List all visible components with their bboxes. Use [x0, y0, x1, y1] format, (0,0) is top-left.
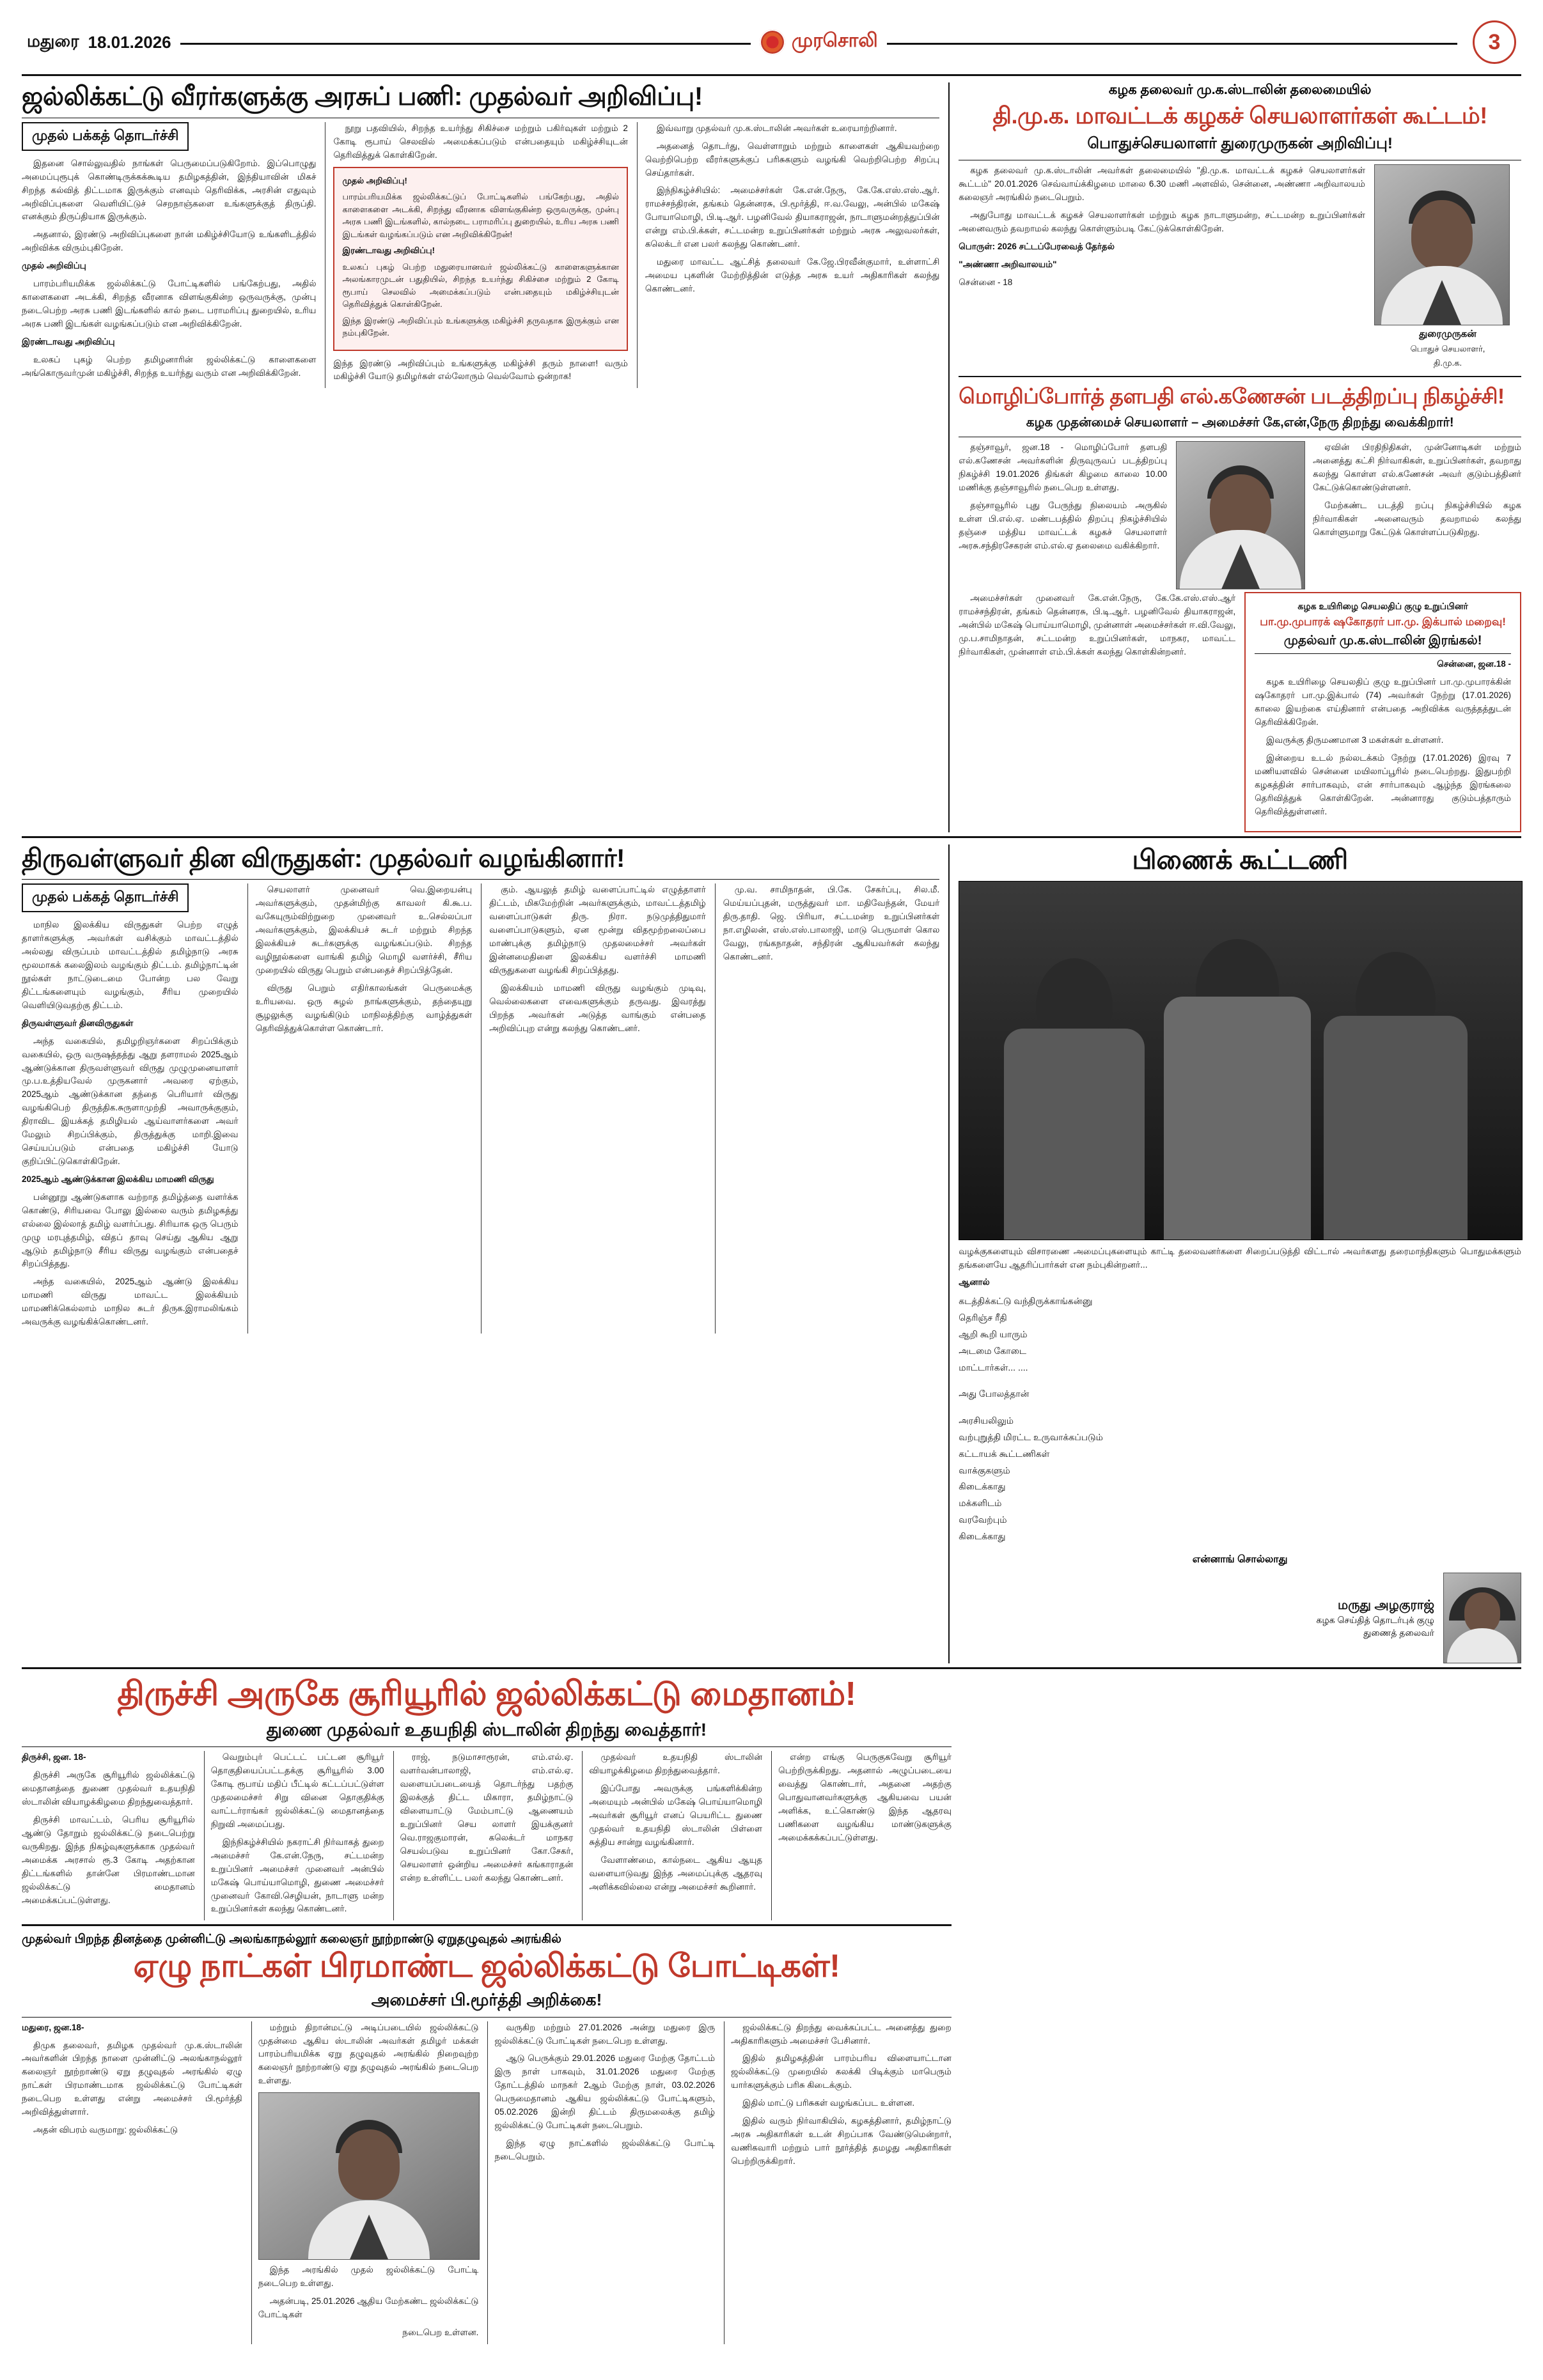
story6-p9: என்ற எங்கு பெருகுகவேறு சூரியூர் பெற்றிருக்கிறது. அதனால் அழுப்படையை வைத்து கொண்டார், அதனை அதற்கு பொதுவானவர்களுக்கு ஆகியவை பயன் அளிக்க, உட்கொண்டு இந்த ஆதரவு பணிகளை வழங்கிய மாண்டுகளுக்கு அமைக்கக்கப்பட்டுள்ளது. [778, 1752, 952, 1842]
poem-line: வற்புறுத்தி மிரட்ட உருவாக்கப்படும் [959, 1431, 1103, 1442]
right-rail-sep [959, 376, 1521, 377]
story6-rule [22, 1746, 952, 1747]
story3-body [959, 164, 1365, 368]
story7-rule [22, 2017, 952, 2018]
story7-col1 [22, 2021, 242, 2344]
story6-p6: முதல்வர் உதயநிதி ஸ்டாலின் வியாழக்கிழமை திறந்துவைத்தார். [589, 1752, 763, 1776]
poem-line: கிடைக்காது [959, 1530, 1006, 1541]
story6-col4 [582, 1751, 762, 1920]
poem-line: மாட்டார்கள்... .... [959, 1362, 1028, 1373]
minister-murthy-photo [258, 2092, 480, 2260]
photo-body [1447, 1628, 1517, 1663]
story7-col3 [487, 2021, 715, 2344]
obituary-rule [1255, 653, 1511, 654]
story1-col2 [325, 122, 627, 389]
mid-block [22, 844, 1521, 1663]
story2-p7: கும். ஆயலுத் தமிழ் வளைப்பாட்டில் எழுத்தாளர் திட்டம், மிகமேற்றின் அவர்களுக்கும், மாவட்டத்தமிழ் வளைப்பாடுகள் திரு. நிரா. நடுமுத்திதுமார் வளைப்பாடுகளும், ஏன மூன்று விதமூற்றலைப்பை மாண்புக்கு தமிழ்நாடு முதலமைச்சர் அவர்கள் இன்னமைதிளை இலக்கிய வளர்ச்சி மாமணி விருதுகளை வழங்கி சிறப்பித்தது. [489, 885, 706, 975]
photo-head [338, 2129, 400, 2200]
page-number: 3 [1473, 20, 1516, 64]
story8-sign-title1: கழக செய்தித் தொடர்புக் குழு [1316, 1614, 1434, 1625]
story4-photo-wrap [1176, 441, 1304, 589]
poem-line: வரவேற்பும் [959, 1514, 1007, 1525]
story7-subhead: அமைச்சர் பி.மூர்த்தி அறிக்கை! [371, 1990, 602, 2010]
lower-divider [22, 1667, 1521, 1669]
story2-sub1: திருவள்ளுவர் தினவிருதுகள் [22, 1018, 134, 1028]
poem-line: கட்டாயக் கூட்டணிகள் [959, 1448, 1050, 1459]
story3-sign-name: துரைமுருகன் [1419, 329, 1476, 340]
story6-col5 [771, 1751, 952, 1920]
box-text-1: பாரம்பரியமிக்க ஜல்லிக்கட்டுப் போட்டிகளில் பங்கேற்பது, அதில் காளைகளை அடக்கி, சிறந்து வீரனாக விளங்குகின்ற ஒருவருக்கு, முன்பு அரசு பணி இடங்களில், கால்நடை பராமரிப்பு துறையில், உரிய அரசு பணி இடங்கள் வழங்கப்படும் என அறிவிக்கிறேன்! [342, 192, 619, 239]
story1-sub1: முதல் அறிவிப்பு [22, 261, 86, 271]
photo-head [1411, 200, 1473, 270]
story8-closing: என்னாங் சொல்லாது [1192, 1553, 1288, 1565]
story8-sign-title2: துணைத் தலைவர் [1363, 1627, 1434, 1638]
story4 [959, 385, 1521, 832]
obituary-line1: கழக உயிரிழை செயலதிப் குழு உறுப்பினர் [1297, 601, 1468, 612]
story1-announcement-box [333, 167, 627, 351]
poem-line: தெரிஞ்ச ரீதி [959, 1312, 1007, 1323]
story6-p4: இந்நிகழ்ச்சியில் நகராட்சி நிர்வாகத் துறை அமைச்சர் கே.என்.நேரு, சட்டமன்ற உறுப்பினர் அமைச்சர் முனைவர் அன்பில் மகேஷ் பொய்யாமொழி, துணை அமைச்சர் முனைவர் கோவி.செழியன், நாடாளு மன்ற உறுப்பினர்கள் கலந்து கொண்டனர். [210, 1837, 384, 1914]
story8-caption: வழக்குகளையும் விசாரணை அமைப்புகளையும் காட்டி தலைவனர்களை சிறைப்படுத்தி விட்டால் அவர்களது தரைமாந்திகளும் பொதுமக்களும் தங்களையே ஆதரிப்பார்கள் என நம்புகின்றனர்... [959, 1246, 1521, 1270]
figure-3 [1324, 1016, 1468, 1240]
story6-col2 [204, 1751, 384, 1920]
obituary-line3: முதல்வர் மு.க.ஸ்டாலின் இரங்கல்! [1283, 634, 1482, 648]
story1-kicker: முதல் பக்கத் தொடர்ச்சி [22, 122, 189, 151]
story2-col4 [715, 883, 940, 1334]
story4-p2: தஞ்சாவூரில் புது பேருந்து நிலையம் அருகில் உள்ள பி.எல்.ஏ. மண்டபத்தில் திறப்பு நிகழ்ச்சியில் தஞ்சை மத்திய மாவட்டக் கழகச் செயலாளர் அரசு.சந்திரசேகரன் எம்.எல்.ஏ தலைமை வகிக்கிறார். [959, 501, 1168, 550]
story1 [22, 82, 939, 832]
story7-p10: இதில் தமிழகத்தின் பாரம்பரிய விளையாட்டான ஜல்லிக்கட்டு முறையில் கலக்கி பிடிக்கும் மாபெரும் யார்களுக்கும் பரிசு கிடைக்கும். [731, 2053, 952, 2090]
masthead-logo [760, 29, 878, 55]
story1-p2: அதனால், இரண்டு அறிவிப்புகளை நான் மகிழ்ச்சியோடு உங்களிடத்தில் அறிவிக்க விரும்புகிறேன். [22, 229, 317, 253]
story1-p3: பாரம்பரியமிக்க ஜல்லிக்கட்டு போட்டிகளில் பங்கேற்பது, அதில் காளைகளை அடக்கி, சிறந்த வீரனாக விளங்குகின்ற ஒருவருக்கு, முன்பு நடைபெற்ற அரசு பணி இடங்களில் கால் நடை பராமரிப்பு துறையில், உரிய அரசு பணி இடங்கள் வழங்கப்படும் என அறிவிக்கிறேன். [22, 279, 317, 329]
story2-p4: அந்த வகையில், 2025ஆம் ஆண்டு இலக்கிய மாமணி விருது மாவட்ட இலக்கியம் மாமணிக்கெல்லாம் மாநில சுடர் திருக.இராமலிங்கம் அவருக்கு வழங்கிக்கொண்டனர். [22, 1277, 239, 1327]
story2-col3 [481, 883, 706, 1334]
masthead-city: மதுரை [27, 31, 79, 51]
story4-headline: மொழிப்போர்த் தளபதி எல்.கணேசன் படத்திறப்பு நிகழ்ச்சி! [959, 384, 1505, 408]
story6 [22, 1676, 952, 1921]
story2-col1 [22, 883, 239, 1334]
story2-headline: திருவள்ளுவர் தின விருதுகள்: முதல்வர் வழங்கினார்! [22, 844, 625, 873]
story3-photo-wrap [1374, 164, 1521, 368]
story2-p2: அந்த வகையில், தமிழறிஞர்களை சிறப்பிக்கும் வகையில், ஒரு வருஷத்தத்து ஆறு தளராமல் 2025ஆம் ஆண்டுக்கான திருவள்ளுவர் விருது முழுமுனையாளர் மு.ப.உத்தியவேல் முருகனார் அவரை ஏற்கும், 2025ஆம் ஆண்டுக்கான தந்தை பெரியார் விருது வழங்கிபெற் திருத்திக.சுருளாமுற்தி அவாருக்குகும், திராவிட இயக்கத் தமிழியல் ஆய்வாளர்களை அவர் மேலும் சிறப்பிக்கும், திருத்துக்கு மாறி.இவை செய்யப்படும் என்பதை மகிழ்ச்சி யோடு குறிப்பிட்டுகொள்கிறேன். [22, 1036, 239, 1167]
story3-place: சென்னை - 18 [959, 277, 1013, 287]
story8-title: பிணைக் கூட்டணி [1132, 844, 1348, 875]
story7-col2 [251, 2021, 479, 2344]
story3-sign-title1: பொதுச் செயலாளர், [1410, 344, 1485, 354]
story2-p3: பன்னூறு ஆண்டுகளாக வற்றாத தமிழ்த்தை வளர்க்க கொண்டு, சிரியவை போலு இல்லை வரும் தமிழகத்து எல்லை இல்லாத் தமிழ் வளர்ப்பது. சிரியாக ஒரு பெரும் முழு மரபுத்தமிழ், விதப் தாவு செய்து ஆகிய ஆறு ஆடும் தமிழ்நாடு சீரிய விருது வழங்கும் என்பதைச் சிறப்பித்தது. [22, 1192, 239, 1269]
poem-line: அடமை கோடை [959, 1345, 1027, 1356]
story7-divider [22, 1924, 952, 1926]
story6-p8: வேளாண்மை, கால்நடை ஆகிய ஆயுத வளையாடுவது இந்த அமைப்புக்கு ஆதரவு அளிக்கவில்லை என்று அமைச்சர் கூறினார். [589, 1855, 763, 1892]
story7-note: நடைபெற உள்ளன. [402, 2327, 479, 2337]
story2-p9: மு.வ. சாமிநாதன், பி.கே. சேகர்ப்பு, சில.மீ. மெய்யப்புதன், மருத்துவர் மா. மதிவேந்தன், மேயர் திரு.தாதி. ஜெ. பிரியா, சட்டமன்ற உறுப்பினர்கள் நா.எழிலன், எஸ்.எஸ்.பாலாஜி, மாடு பெருமாள் கொல வேலு, ரங்கநாதன், சந்திரன் ஆகியவர்கள் கலந்து கொண்டனர். [723, 885, 940, 961]
story3-kicker: கழக தலைவர் மு.க.ஸ்டாலின் தலைமையில் [1108, 82, 1372, 97]
story4-col3 [959, 592, 1235, 832]
poem-line: வாக்குகளும் [959, 1465, 1010, 1475]
story4-p4: மேற்கண்ட படத்தி றப்பு நிகழ்ச்சியில் கழக நிர்வாகிகள் அனைவரும் தவறாமல் கலந்து கொள்ளுமாறு கேட்டுக் கொள்ளப்படுகிறது. [1313, 501, 1522, 537]
obituary-p2: இவருக்கு திருமணமான 3 மகள்கள் உள்ளனர். [1266, 735, 1444, 745]
story4-subhead: கழக முதன்மைச் செயலாளர் – அமைச்சர் கே,என்,நேரு திறந்து வைக்கிறார்! [1026, 416, 1454, 430]
masthead-divider [22, 74, 1521, 76]
story7-p8: இந்த ஏழு நாட்களில் ஜல்லிக்கட்டு போட்டி நடைபெறும். [494, 2138, 716, 2161]
story1-p7: அதனைத் தொடர்து, வெள்ளாறும் மற்றும் காளைகள் ஆகியவற்றை வெற்றிபெற்ற வீரர்களுக்குப் பரிசுகளும் வழங்கி வெற்றிபெற்ற சிறப்பு செய்தார்கள். [645, 141, 940, 178]
story3-from: "அண்ணா அறிவாலயம்" [959, 259, 1057, 269]
obituary-p3: இன்றைய உடல் நல்லடக்கம் நேற்று (17.01.2026) இரவு 7 மணியளவில் சென்னை மயிலாப்பூரில் நடைபெற்றது. இதுபற்றி கழகத்தின் சார்பாகவும், என் சார்பாகவும் ஆழ்ந்த இரங்கலை தெரிவித்துக் கொள்கிறேன். அன்னாரது குடும்பத்தாரும் தெரிவித்துள்ளனர். [1255, 752, 1512, 816]
story7-p12: இதில் வரும் நிர்வாகியில், கழகத்தினார், தமிழ்நாட்டு அரசு அதிகாரிகள் உடன் சிறப்பாக வேண்டுமென்றார், வணிகவாரி மற்றும் பார் நூர்த்தித் தமழது அதிகாரிகள் பெற்றிருக்கிறார். [731, 2116, 952, 2166]
story8-sign-name: மருது அழகுராஜ் [1338, 1598, 1434, 1612]
story1-p4: உலகப் புகழ் பெற்ற தமிழனாரின் ஜல்லிக்கட்டு காளைகளை அங்கொருவர்முன் மகிழ்ச்சி, சிறந்த உயர்ந்து வரும் என அறிவிக்கிறேன். [22, 354, 317, 378]
masthead-rule-right [887, 43, 1457, 45]
mid-divider [22, 836, 1521, 838]
right-rail-top [948, 82, 1521, 832]
story2-kicker: முதல் பக்கத் தொடர்ச்சி [22, 883, 189, 912]
poem-line: ஆறி கூறி யாரும் [959, 1328, 1028, 1339]
story8-sig-text [1316, 1596, 1434, 1639]
story6-col1 [22, 1751, 195, 1920]
poem-line: கிடைக்காது [959, 1481, 1006, 1492]
story1-p5: நூறு பதவியில், சிறந்த உயர்ந்து சிகிச்சை மற்றும் பகிர்வுகள் மற்றும் 2 கோடி ரூபாய் செலவில் அமைக்கப்படும் என்பதையும் மகிழ்ச்சியுடன் தெரிவித்துக் கொள்கிறேன். [333, 123, 628, 160]
flower-icon [760, 29, 785, 55]
story1-p1: இதனை சொல்லுவதில் நாங்கள் பெருமைப்படுகிறோம். இப்பொழுது அமைப்புரூபுக் கொண்டிருக்கக்கூடிய தமிழகத்தின், இந்தியாவின் மிகச் சிறந்த கல்வித் திட்டமாக இருக்கும் எனவும் தெரிவிக்க, அரசின் எதுவும் அறிவிப்புகளை வெளியிட்டுச் செறநாஞ்களை உங்களுக்குத் திருப்தி. எனக்கும் திருப்தியாக இருக்கும். [22, 158, 317, 222]
story7-col4 [724, 2021, 952, 2344]
masthead [22, 18, 1521, 70]
story3-p3: பொருள்: 2026 சட்டப்பேரவைத் தேர்தல் [959, 241, 1115, 251]
story3-subhead: பொதுச்செயலாளர் துரைமுருகன் அறிவிப்பு! [1087, 135, 1393, 153]
poem-line: மக்களிடம் [959, 1498, 1002, 1509]
story8 [948, 844, 1521, 1663]
story4-p5: அமைச்சர்கள் முனைவர் கே.என்.நேரு, கே.கே.எஸ்.எஸ்.ஆர் ராமச்சந்திரன், தங்கம் தென்னரசு, பி.டி.ஆர். பழனிவேல் தியாகராஜன், அன்பில் மகேஷ் பொய்யாமொழி, முன்னாள் அமைச்சர்கள் ஈ.வி.வேலு, மு.ப.சாமிநாதன், சட்டமன்ற உறுப்பினர்கள், மாநகர, மாவட்ட நிர்வாகிகள், முன்னாள் எம்.பி.க்கள் கலந்து கொள்கின்றனர். [959, 593, 1236, 657]
masthead-date: 18.01.2026 [88, 32, 171, 52]
masthead-rule-left [180, 43, 751, 45]
story1-p8: இந்நிகழ்ச்சியில்: அமைச்சர்கள் கே.என்.நேரு, கே.கே.எஸ்.எஸ்.ஆர். ராமச்சந்திரன், தங்கம் தென்னரசு, பி.மூர்த்தி, ஈ.வ.வேலு, அன்பில் மகேஷ் போயாமொழி, பி.டி.ஆர். பழனிவேல் தியாகராஜன், நாடாளுமன்றத்துப்பின் என்று எம்.பி.க்கள், சட்டமன்ற உறுப்பினர்கள் மற்றும் அரசு அலுவலர்கள், கலெக்டர் என பலர் கலந்து கொண்டனர். [645, 185, 940, 249]
story7-p11: இதில் மாட்டு பரிசுகள் வழங்கப்பட உள்ளன. [742, 2098, 915, 2108]
story2-rule [22, 879, 939, 880]
story3-p1: கழக தலைவர் மு.க.ஸ்டாலின் அவர்கள் தலைமையில் "தி.மு.க. மாவட்டக் கழகச் செயலாளர்கள் கூட்டம்" 20.01.2026 செவ்வாய்க்கிழமை மாலை 6.30 மணி அளவில், சென்னை, அண்ணா அறிவாலயம் கலைஞர் அரங்கில் நடைபெறும். [959, 166, 1365, 202]
story6-p2: திருச்சி மாவட்டம், பெரிய சூரியூரில் ஆண்டு தோறும் ஜல்லிக்கட்டு நடைபெற்று வருகிறது. இந்த நிகழ்வுகளுக்காக முதல்வர் அமைக்க அரசால் ரூ.3 கோடி அதற்கான திட்டங்களில் தான்னே பிரமாண்டமான ஜல்லிக்கட்டு மைதானம் அமைக்கப்பட்டுள்ளது. [22, 1815, 195, 1905]
story6-subhead: துணை முதல்வர் உதயநிதி ஸ்டாலின் திறந்து வைத்தார்! [266, 1719, 707, 1739]
protest-photo [959, 881, 1523, 1240]
marudhu-alaguraj-photo [1443, 1573, 1521, 1663]
box-title-2: இரண்டாவது அறிவிப்பு! [342, 245, 435, 256]
story7-p9: ஜல்லிக்கட்டு திறந்து வைக்கப்பட்ட அனைத்து துறை அதிகாரிகளும் அமைச்சர் பேசினார். [731, 2022, 952, 2046]
story4-p3: ஏவின் பிரதிநிதிகள், முன்னோடிகள் மற்றும் அனைத்து கட்சி நிர்வாகிகள், உறுப்பினர்கள், தவறாது கலந்து கொள்ள எல்.கணேசன் அவர் குடும்பத்தினர் கேட்டுக்கொண்டுள்ளனர். [1313, 442, 1522, 493]
story6-col3 [393, 1751, 574, 1920]
story3-p2: அதுபோது மாவட்டக் கழகச் செயலாளர்கள் மற்றும் கழக நாடாளுமன்ற, சட்டமன்ற உறுப்பினர்கள் அனைவரும் தவறாமல் கலந்து கொள்ளும்படி கேட்டுக்கொள்கிறேன். [959, 210, 1365, 233]
story7-headline: ஏழு நாட்கள் பிரமாண்ட ஜல்லிக்கட்டு போட்டிகள்! [133, 1948, 840, 1984]
obituary-ad [1244, 592, 1521, 832]
obituary-dateline: சென்னை, ஜன.18 - [1437, 659, 1512, 669]
ganesan-photo [1176, 441, 1305, 589]
story4-col1 [959, 441, 1167, 589]
poem-line: அது போலத்தான் [959, 1388, 1030, 1399]
box-text-3: இந்த இரண்டு அறிவிப்பும் உங்களுக்கு மகிழ்ச்சி தருவதாக இருக்கும் என நம்புகிறேன். [342, 315, 619, 338]
story2-p1: மாநில இலக்கிய விருதுகள் பெற்ற எழுத் தாளர்களுக்கு அவர்கள் வசிக்கும் மாவட்டத்தில் அல்லது விருப்பம் மாவட்டத்தில் தமிழ்நாடு அரசு மூலமாகக் கலைஇலம் வழங்கும் திட்டம். தமிழ்நாட்டின் நூல்கள் நாட்டுடைமை போன்ற பல வேறு திட்டங்களையும் வழங்கும், சீரிய முறையில் வெளியிடுவதற்கு திட்டம். [22, 920, 239, 1010]
story7-p7: ஆடு பெருக்கும் 29.01.2026 மதுரை மேற்கு தோட்டம் இரு நாள் பாகவும், 31.01.2026 மதுரை மேற்கு தோட்டத்தில் மாநகர் 2ஆம் மேற்கு நாள், 03.02.2026 பெருமைதானம் ஆகிய ஜல்லிக்கட்டு போட்டிகளும், 05.02.2026 இன்றி திட்டம் திருமலைக்கு தமிழ் ஜல்லிக்கட்டு போட்டிகள் நடைபெறும். [494, 2053, 716, 2131]
story2-p8: இலக்கியம் மாமணி விருது வழங்கும் முடிவு, வெல்லைகளை எவைகளுக்கும் தருவது. இவரத்து பிறந்த அவர்கள் அடுத்த வாங்கும் என்பதை அறிவிப்புற என்று கலந்து கொண்டனர். [489, 983, 706, 1033]
story7-p6: வருகிற மற்றும் 27.01.2026 அன்று மதுரை இரு ஜல்லிக்கட்டு போட்டிகள் நடைபெற உள்ளது. [494, 2022, 716, 2046]
story8-poem [959, 1294, 1521, 1544]
poem-spacer [959, 1403, 1521, 1412]
top-block [22, 82, 1521, 832]
story1-box-after: இந்த இரண்டு அறிவிப்பும் உங்களுக்கு மகிழ்ச்சி தரும் நாளை! வரும் மகிழ்ச்சி யோடு தமிழர்கள் எல்லோரும் வெல்வோம் ஒன்றாக! [333, 358, 628, 382]
poem-line: கடத்திக்கட்டு வந்திருக்காங்கன்னு [959, 1296, 1093, 1307]
story7-p1: திமுக தலைவர், தமிழக முதல்வர் மு.க.ஸ்டாலின் அவர்களின் பிறந்த நாளை முன்னிட்டு அலங்காநல்லூர் கலைஞர் நூற்றாண்டு ஏறு தழுவுதல் அரங்கில் ஏழு நாட்கள் பிரமாண்டமாக ஜல்லிக்கட்டு போட்டிகள் நடைபெற உள்ளது என்று அமைச்சர் பி.மூர்த்தி அறிவித்துள்ளார். [22, 2040, 242, 2117]
story7-dateline: மதுரை, ஜன.18- [22, 2022, 84, 2032]
obituary-line2: பா.மு.முபாரக் ஷகோதரர் பா.மு. இக்பால் மறைவு! [1260, 616, 1506, 628]
story1-col3 [637, 122, 939, 389]
story2-col2 [247, 883, 473, 1334]
story1-col1 [22, 122, 316, 389]
poem-spacer [959, 1376, 1521, 1385]
story8-poem-intro: ஆனால் [959, 1277, 990, 1287]
box-title-1: முதல் அறிவிப்பு! [342, 175, 407, 185]
figure-2 [1164, 997, 1311, 1240]
story8-signature [959, 1573, 1521, 1663]
story7 [22, 1933, 952, 2344]
story6-headline: திருச்சி அருகே சூரியூரில் ஜல்லிக்கட்டு மைதானம்! [117, 1675, 856, 1713]
story7-p4: இந்த அரங்கில் முதல் ஜல்லிக்கட்டு போட்டி நடைபெற உள்ளது. [258, 2265, 479, 2289]
story1-p6: இவ்வாறு முதல்வர் மு.க.ஸ்டாலின் அவர்கள் உரையாற்றினார். [656, 123, 897, 133]
page-inner [22, 18, 1521, 2367]
story4-col2 [1313, 441, 1521, 589]
story6-p7: இப்போது அவருக்கு பங்களிக்கின்ற அமையும் அன்பில் மகேஷ் பொய்யாமொழி அவர்கள் சூரியூர் எனப் பெயரிட்ட துணை முதல்வர் உதயநிதி ஸ்டாலின் பிள்ளை சுத்திய சான்று வழங்கினார். [589, 1784, 763, 1847]
poem-line: அரசியலிலும் [959, 1415, 1014, 1426]
story1-headline: ஜல்லிக்கட்டு வீரர்களுக்கு அரசுப் பணி: முதல்வர் அறிவிப்பு! [22, 82, 703, 111]
story2-p6: விருது பெறும் எதிர்காலங்கள் பெருமைக்கு உரியவை. ஒரு சுழல் நாங்களுக்கும், தந்தையுறு சூழலுக்கு வழங்கிடும் மாநிலத்திற்கு வாழ்த்துகள் தெரிவித்துக்கொள்ள கொண்டார். [255, 983, 473, 1033]
story6-dateline: திருச்சி, ஜன. 18- [22, 1752, 86, 1762]
story7-p3: மற்றும் திறான்மட்டு அடிப்படையில் ஜல்லிக்கட்டு முதன்மை ஆகிய ஸ்டாலின் அவர்கள் தமிழர் மக்கள் பாரம்பரியமிக்க ஏறு தழுவுதல் அரங்கில் நிறைவுற்ற கலைஞர் நூற்றாண்டு ஏறு தழுவுதல் அரங்கில் நடைபெற உள்ளது. [258, 2022, 479, 2086]
box-text-2: உலகப் புகழ் பெற்ற மதுரையானவர் ஜல்லிக்கட்டு காளைகளுக்கான அலங்காரமுடன் பதுதியில், சிறந்த உயர்ந்து சிகிச்சை மற்றும் 2 கோடி ரூபாய் செலவில் அமைக்கப்படும் என்பதையும் மகிழ்ச்சியுடன் தெரிவித்துக் கொள்கிறேன். [342, 261, 619, 309]
story1-p9: மதுரை மாவட்ட ஆட்சித் தலைவர் கே.ஜே.பிரவீன்குமார், உள்ளாட்சி அமைய புகளின் மேற்றித்தின் எடுத்த அரசு உயர் அதிகாரிகள் கலந்து கொண்டனர். [645, 257, 940, 293]
story7-kicker: முதல்வர் பிறந்த தினத்தை முன்னிட்டு அலங்காநல்லூர் கலைஞர் நூற்றாண்டு ஏறுதழுவுதல் அரங்கில் [22, 1933, 561, 1947]
story1-sub2: இரண்டாவது அறிவிப்பு [22, 336, 115, 346]
story7-p2: அதன் விபரம் வருமாறு: ஜல்லிக்கட்டு [33, 2125, 178, 2135]
story7-p5: அதன்படி, 25.01.2026 ஆதிய மேற்கண்ட ஜல்லிக்கட்டு போட்டிகள் [258, 2296, 479, 2319]
story2-p5: செயலாளர் முனைவர் வெ.இறையன்பு அவர்களுக்கும், முதன்மிற்கு காவலர் கி.கூ.ப. வகேயுரும்விற்றுறை முனைவர் உ.செல்லப்பா அவர்களுக்கும், இலக்கியச் சுடர் மற்றும் சிறந்த இலக்கியச் சுடர்களுக்கு வழங்கப்படும். சிறந்த வழிநூல்களை வாங்கி தமிழ் மொழி வளர்ச்சி, சீரிய முறையில் விருது பெறும் என்பதைச் சிறப்பித்தேன். [255, 885, 473, 975]
masthead-title: முரசொலி [791, 30, 878, 51]
story6-p3: வெறும்புர் பெட்டட் பட்டன சூரியூர் தொகுதியைப்பட்டதக்கு சூரியூரில் 3.00 கோடி ரூபாய் மதிப் பீட்டில் கட்டப்பட்டுள்ள முதலமைச்சர் சிறு வினை தொகுதிக்கு வாட்டர்ராங்கர் ஜல்லிக்கட்டு மைதானத்தை நிறுவி அமைப்பது. [210, 1752, 384, 1829]
obituary-p1: கழக உயிரிழை செயலதிப் குழு உறுப்பினர் பா.மு.முபாரக்கின் ஷகோதரர் பா.மு.இக்பால் (74) அவர்கள் நேற்று (17.01.2026) காலை இயற்கை எய்தினார் என்பதை அறிவிக்க வருத்தத்துடன் தெரிவிக்கிறேன். [1255, 677, 1512, 727]
story3-headline: தி.மு.க. மாவட்டக் கழகச் செயலாளர்கள் கூட்டம்! [992, 102, 1487, 128]
story4-p1: தஞ்சாவூர், ஜன.18 - மொழிப்போர் தளபதி எல்.கணேசன் அவர்களின் திருவுருவப் படத்திறப்பு நிகழ்ச்சி 19.01.2026 திங்கள் கிழமை காலை 10.00 மணிக்கு தஞ்சாவூரில் நடைபெற உள்ளது. [959, 442, 1168, 493]
story2 [22, 844, 939, 1663]
story6-p1: திருச்சி அருகே சூரியூரில் ஜல்லிக்கட்டு மைதானத்தை துணை முதல்வர் உதயநிதி ஸ்டாலின் வியாழக்கிழமை திறந்துவைத்தார். [22, 1770, 195, 1807]
story6-p5: ராஜ், நடுமாசாரூரன், எம்.எல்.ஏ. வளர்வன்பாலாஜி, எம்.எல்.ஏ. வளையப்படையைத் தொடர்ந்து பதற்கு இலக்குத் திட்ட மிகாரா, தமிழ்நாட்டு விளையாட்டு மேம்பாட்டு ஆணையம் உறுப்பினர் செய லாளர் இயக்குனர் வெ.ராஜகுமாரன், கலெக்டர் மாநகர செயல்படுவ உறுப்பினர் கோ.சேகர், செயலாளர் ஒன்றிய அமைச்சர் கங்காராதன் என்ற உள்ளிட்ட பலர் கலந்து கொண்டனர். [400, 1752, 574, 1883]
story3 [959, 82, 1521, 368]
durai-murugan-photo [1374, 164, 1510, 325]
story4-col4 [1244, 592, 1521, 832]
story3-sign-title2: தி.மு.க. [1433, 357, 1462, 368]
figure-1 [1004, 1029, 1145, 1240]
story2-sub2: 2025ஆம் ஆண்டுக்கான இலக்கிய மாமணி விருது [22, 1174, 214, 1184]
